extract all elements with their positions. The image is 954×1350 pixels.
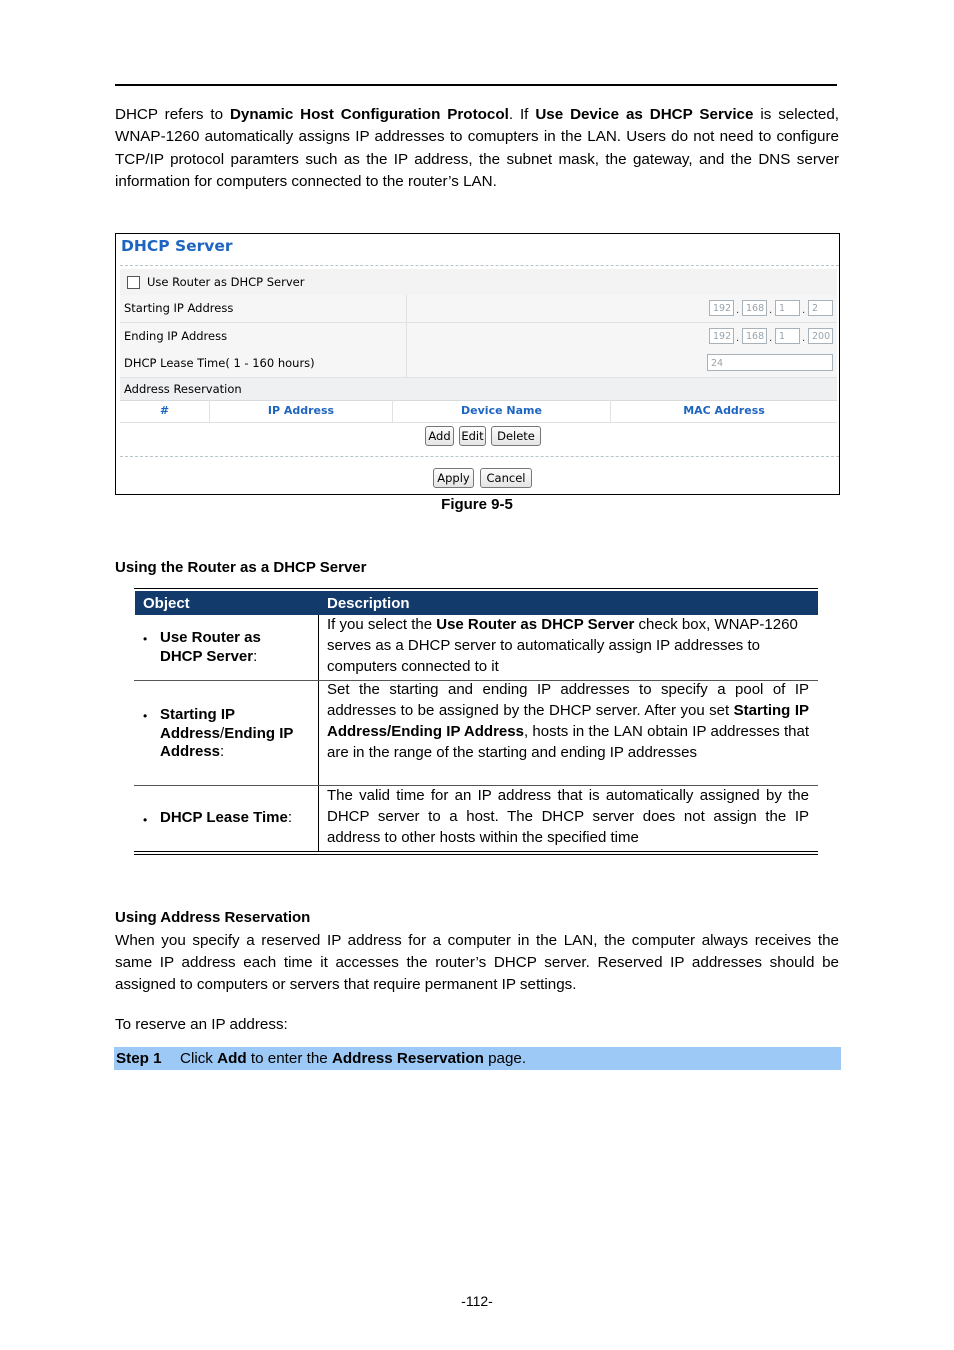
apply-button[interactable]: Apply [433, 468, 474, 488]
start-ip-octet-4[interactable]: 2 [808, 300, 833, 316]
header-description: Description [327, 595, 410, 612]
address-reservation-paragraph: When you specify a reserved IP address for a computer in the LAN, the computer always receives the same IP address each time it accesses the router’s DHCP server. Reserved IP addresses should be assigned to computers or servers that require permanent IP settings. [115, 932, 839, 993]
col-mac-address: MAC Address [611, 400, 837, 423]
step-1-bar [114, 1047, 841, 1070]
add-button[interactable]: Add [425, 426, 454, 446]
object-description-table [134, 588, 818, 855]
description-use-router: If you select the Use Router as DHCP Server check box, WNAP-1260 serves as a DHCP server to automatically assign IP addresses to computers connected to it [327, 616, 798, 675]
intro-paragraph: DHCP refers to Dynamic Host Configuration Protocol. If Use Device as DHCP Service is selected, WNAP-1260 automatically assigns IP addresses to comupters in the LAN. Users do not need to configure TCP/IP protocol paramters such as the IP address, the subnet mask, the gateway, and the DNS server information for computers connected to the router’s LAN. [115, 106, 840, 190]
reserve-intro: To reserve an IP address: [115, 1016, 288, 1033]
bullet-icon: • [143, 813, 148, 827]
page-number: -112- [461, 1293, 493, 1309]
starting-ip-label: Starting IP Address [124, 301, 234, 315]
ending-ip-row: Ending IP Address 192 . 168 . 1 . 200 [120, 323, 837, 351]
figure-caption: Figure 9-5 [441, 496, 513, 513]
object-lease-time: DHCP Lease Time: [160, 809, 293, 826]
starting-ip-row: Starting IP Address 192 . 168 . 1 . 2 [120, 295, 837, 323]
cancel-button[interactable]: Cancel [480, 468, 532, 488]
section-heading-dhcp-server: Using the Router as a DHCP Server [115, 559, 367, 576]
lease-time-input[interactable]: 24 [707, 354, 833, 371]
edit-button[interactable]: Edit [459, 426, 486, 446]
lease-time-label: DHCP Lease Time( 1 - 160 hours) [124, 356, 315, 370]
footer-divider [120, 456, 839, 457]
bullet-icon: • [143, 709, 148, 723]
panel-title: DHCP Server [121, 237, 233, 255]
start-ip-octet-1[interactable]: 192 [709, 300, 734, 316]
use-router-label: Use Router as DHCP Server [147, 275, 305, 289]
use-router-checkbox[interactable] [127, 276, 140, 289]
end-ip-octet-2[interactable]: 168 [742, 328, 767, 344]
section-heading-address-reservation: Using Address Reservation [115, 909, 311, 926]
use-router-row [120, 269, 837, 297]
dhcp-server-panel [115, 233, 840, 495]
description-starting-ending-ip: Set the starting and ending IP addresses to specify a pool of IP addresses to be assigned by the DHCP server. After you set Starting IP Address/Ending IP Address, hosts in the LAN obtain IP addresses that are in the range of the starting and ending IP addresses [327, 681, 810, 761]
bullet-icon: • [143, 632, 148, 646]
lease-time-row [120, 350, 837, 378]
delete-button[interactable]: Delete [491, 426, 541, 446]
step-text: Click Add to enter the Address Reservation page. [180, 1050, 527, 1067]
header-rule [115, 84, 837, 86]
header-object: Object [143, 595, 190, 612]
end-ip-octet-1[interactable]: 192 [709, 328, 734, 344]
start-ip-octet-2[interactable]: 168 [742, 300, 767, 316]
title-divider [120, 265, 839, 266]
table-header [135, 591, 818, 615]
end-ip-octet-4[interactable]: 200 [808, 328, 833, 344]
ending-ip-label: Ending IP Address [124, 329, 228, 343]
description-lease-time: The valid time for an IP address that is automatically assigned by the DHCP server to a host. The DHCP server does not assign the IP address to other hosts within the specified time [327, 787, 809, 846]
object-starting-ending-ip: Starting IP Address/Ending IP Address: [160, 706, 294, 760]
col-ip-address: IP Address [210, 400, 393, 423]
col-device-name: Device Name [393, 400, 611, 423]
step-label: Step 1 [116, 1050, 162, 1067]
object-use-router: Use Router as DHCP Server: [160, 629, 261, 665]
address-reservation-header: Address Reservation [120, 378, 837, 401]
start-ip-octet-3[interactable]: 1 [775, 300, 800, 316]
col-number: # [120, 400, 210, 423]
end-ip-octet-3[interactable]: 1 [775, 328, 800, 344]
